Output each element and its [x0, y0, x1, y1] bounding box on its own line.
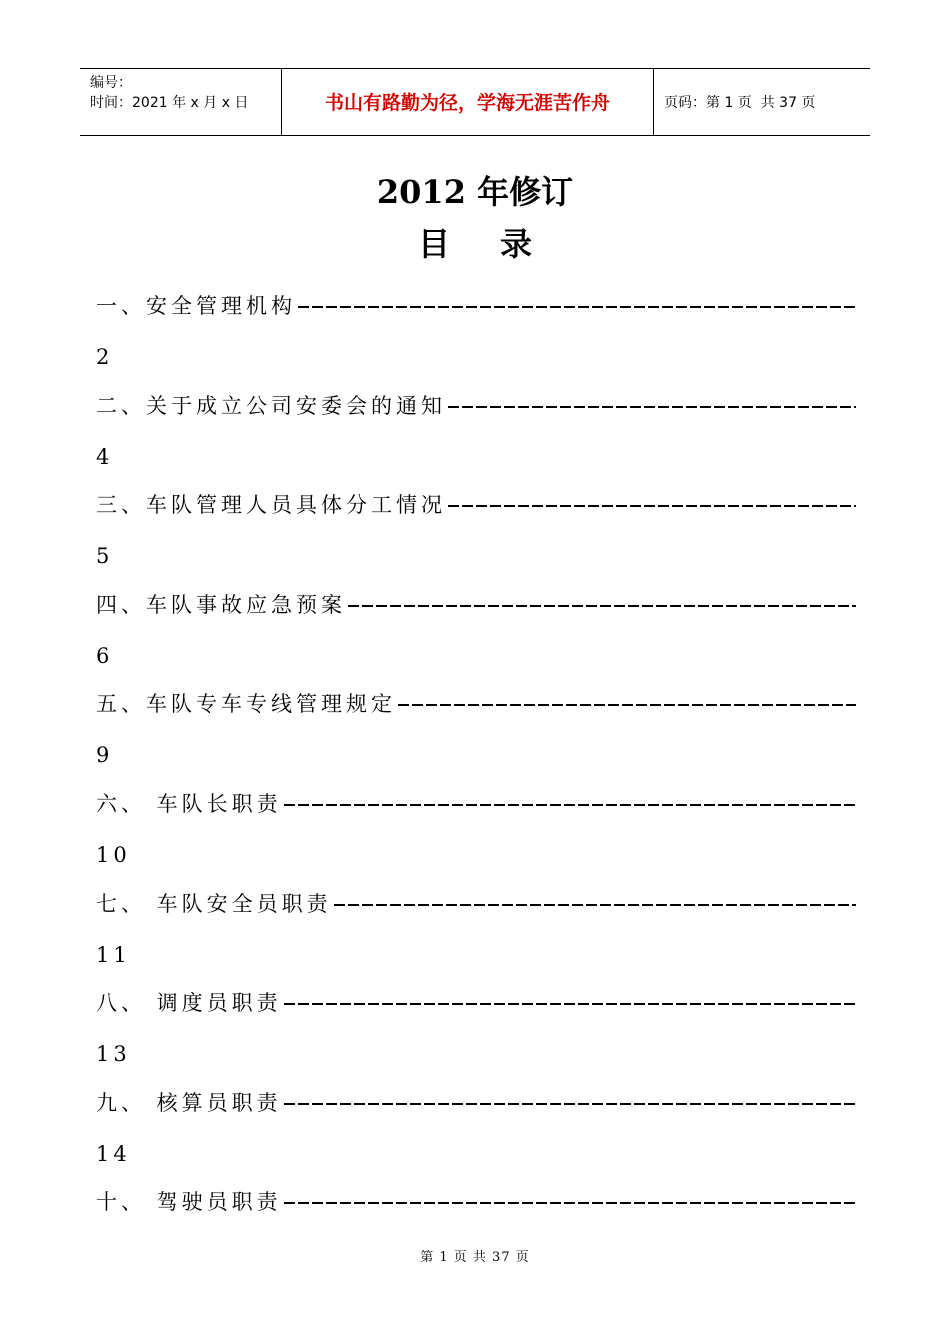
toc-entry-label: 二、关于成立公司安委会的通知 — [96, 393, 446, 418]
toc-entry-label: 三、车队管理人员具体分工情况 — [96, 493, 446, 518]
toc-entry[interactable] — [96, 668, 856, 768]
toc-leader — [398, 704, 856, 706]
toc-entry-page: 5 — [96, 544, 114, 569]
header-meta — [80, 69, 282, 135]
toc-entry[interactable] — [96, 469, 856, 569]
toc-entry-page: 13 — [96, 1042, 131, 1067]
toc-leader — [334, 904, 856, 906]
header-page-info — [654, 69, 870, 135]
toc-entry[interactable] — [96, 868, 856, 968]
document-title: 2012 年修订 — [376, 173, 574, 211]
toc-entry-label: 六、 车队长职责 — [96, 791, 282, 816]
toc-entry[interactable] — [96, 768, 856, 868]
table-of-contents — [96, 270, 856, 1266]
toc-entry-page: 10 — [96, 842, 131, 867]
toc-entry-label: 七、 车队安全员职责 — [96, 891, 332, 916]
document-number: 编号： — [90, 75, 132, 91]
toc-leader — [284, 1003, 856, 1005]
toc-entry-label: 四、车队事故应急预案 — [96, 592, 346, 617]
toc-entry[interactable] — [96, 270, 856, 370]
header-motto: 书山有路勤为径，学海无涯苦作舟 — [282, 69, 654, 135]
toc-leader — [284, 1202, 856, 1204]
toc-entry-label: 九、 核算员职责 — [96, 1090, 282, 1115]
toc-leader — [448, 406, 856, 408]
toc-leader — [284, 1103, 856, 1105]
toc-leader — [298, 306, 856, 308]
toc-entry-label: 五、车队专车专线管理规定 — [96, 692, 396, 717]
toc-entry-label: 八、 调度员职责 — [96, 991, 282, 1016]
toc-entry-label: 十、 驾驶员职责 — [96, 1190, 282, 1215]
toc-heading: 目录 — [417, 225, 582, 263]
toc-entry[interactable] — [96, 569, 856, 669]
header-page-info-text: 页码：第 1 页 共 37 页 — [664, 95, 816, 111]
document-date: 时间：2021 年 x 月 x 日 — [90, 95, 249, 111]
toc-entry-page: 11 — [96, 942, 131, 967]
toc-entry-page: 14 — [96, 1141, 131, 1166]
page-header — [80, 68, 870, 136]
toc-leader — [448, 505, 856, 507]
toc-entry[interactable] — [96, 1067, 856, 1167]
toc-entry[interactable] — [96, 967, 856, 1067]
footer-page-number: 第 1 页 共 37 页 — [420, 1250, 530, 1265]
toc-leader — [284, 804, 856, 806]
toc-entry-page: 4 — [96, 444, 114, 469]
toc-entry-page: 9 — [96, 743, 114, 768]
toc-entry-page: 6 — [96, 643, 114, 668]
toc-entry-label: 一、安全管理机构 — [96, 294, 296, 318]
toc-leader — [348, 605, 856, 607]
page-footer — [0, 1246, 950, 1265]
toc-entry-page: 2 — [96, 345, 114, 369]
toc-entry[interactable] — [96, 370, 856, 470]
